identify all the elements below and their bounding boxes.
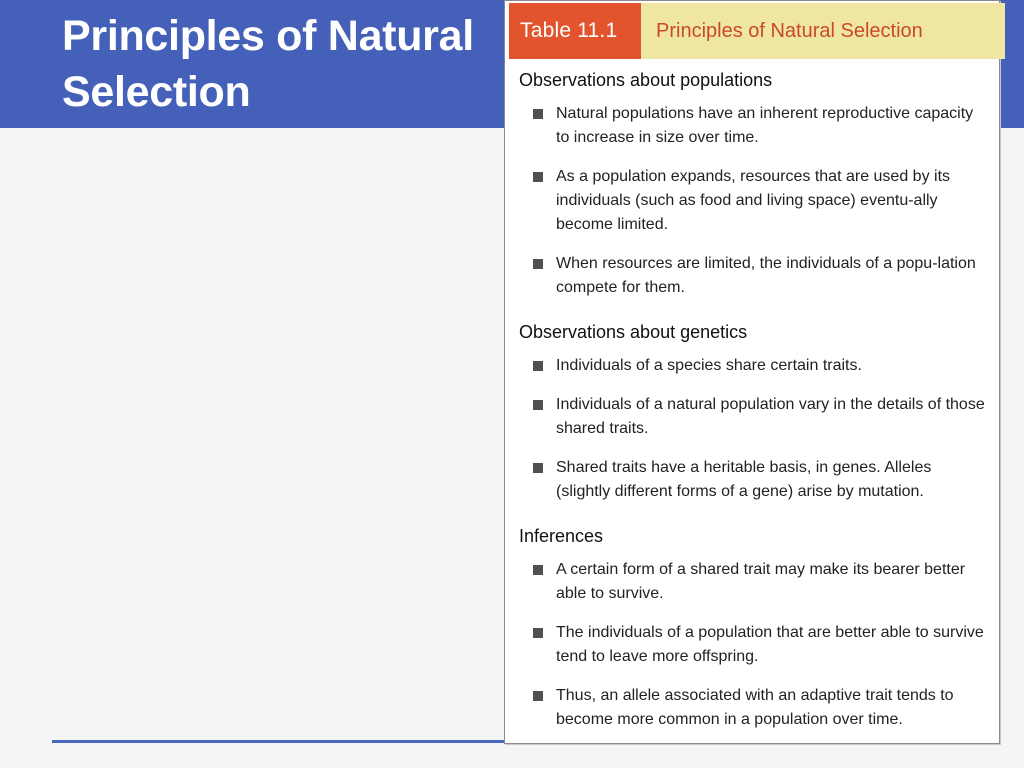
table-panel bbox=[504, 0, 1000, 744]
bullet-square-icon bbox=[533, 628, 543, 638]
table-number: Table 11.1 bbox=[509, 3, 641, 59]
bullet-square-icon bbox=[533, 172, 543, 182]
bullet-square-icon bbox=[533, 109, 543, 119]
section-heading-inferences: Inferences bbox=[519, 526, 604, 546]
list-item-text: Thus, an allele associated with an adaptive trait tends to become more common in a population over time. bbox=[556, 687, 954, 728]
list-item-text: The individuals of a population that are better able to survive tend to leave more offspring. bbox=[556, 624, 984, 665]
list-item-text: Natural populations have an inherent reproductive capacity to increase in size over time. bbox=[556, 105, 974, 146]
bullet-square-icon bbox=[533, 691, 543, 701]
bullet-square-icon bbox=[533, 259, 543, 269]
bullet-square-icon bbox=[533, 565, 543, 575]
section-heading-populations: Observations about populations bbox=[519, 70, 773, 90]
list-item-text: A certain form of a shared trait may make its bearer better able to survive. bbox=[556, 561, 966, 602]
bullet-square-icon bbox=[533, 463, 543, 473]
footer-rule bbox=[52, 740, 504, 743]
list-item-text: Shared traits have a heritable basis, in genes. Alleles (slightly different forms of a gene) arise by mutation. bbox=[556, 459, 932, 500]
table-title: Principles of Natural Selection bbox=[641, 3, 1005, 59]
list-item-text: Individuals of a species share certain traits. bbox=[556, 357, 862, 374]
table-header bbox=[509, 3, 1005, 59]
bullet-square-icon bbox=[533, 361, 543, 371]
list-item-text: Individuals of a natural population vary in the details of those shared traits. bbox=[556, 396, 985, 437]
slide-title: Principles of Natural Selection bbox=[62, 12, 474, 116]
list-item-text: As a population expands, resources that are used by its individuals (such as food and living space) eventu-ally become limited. bbox=[556, 168, 951, 233]
bullet-square-icon bbox=[533, 400, 543, 410]
list-item-text: When resources are limited, the individuals of a popu-lation compete for them. bbox=[556, 255, 976, 296]
section-heading-genetics: Observations about genetics bbox=[519, 322, 748, 342]
